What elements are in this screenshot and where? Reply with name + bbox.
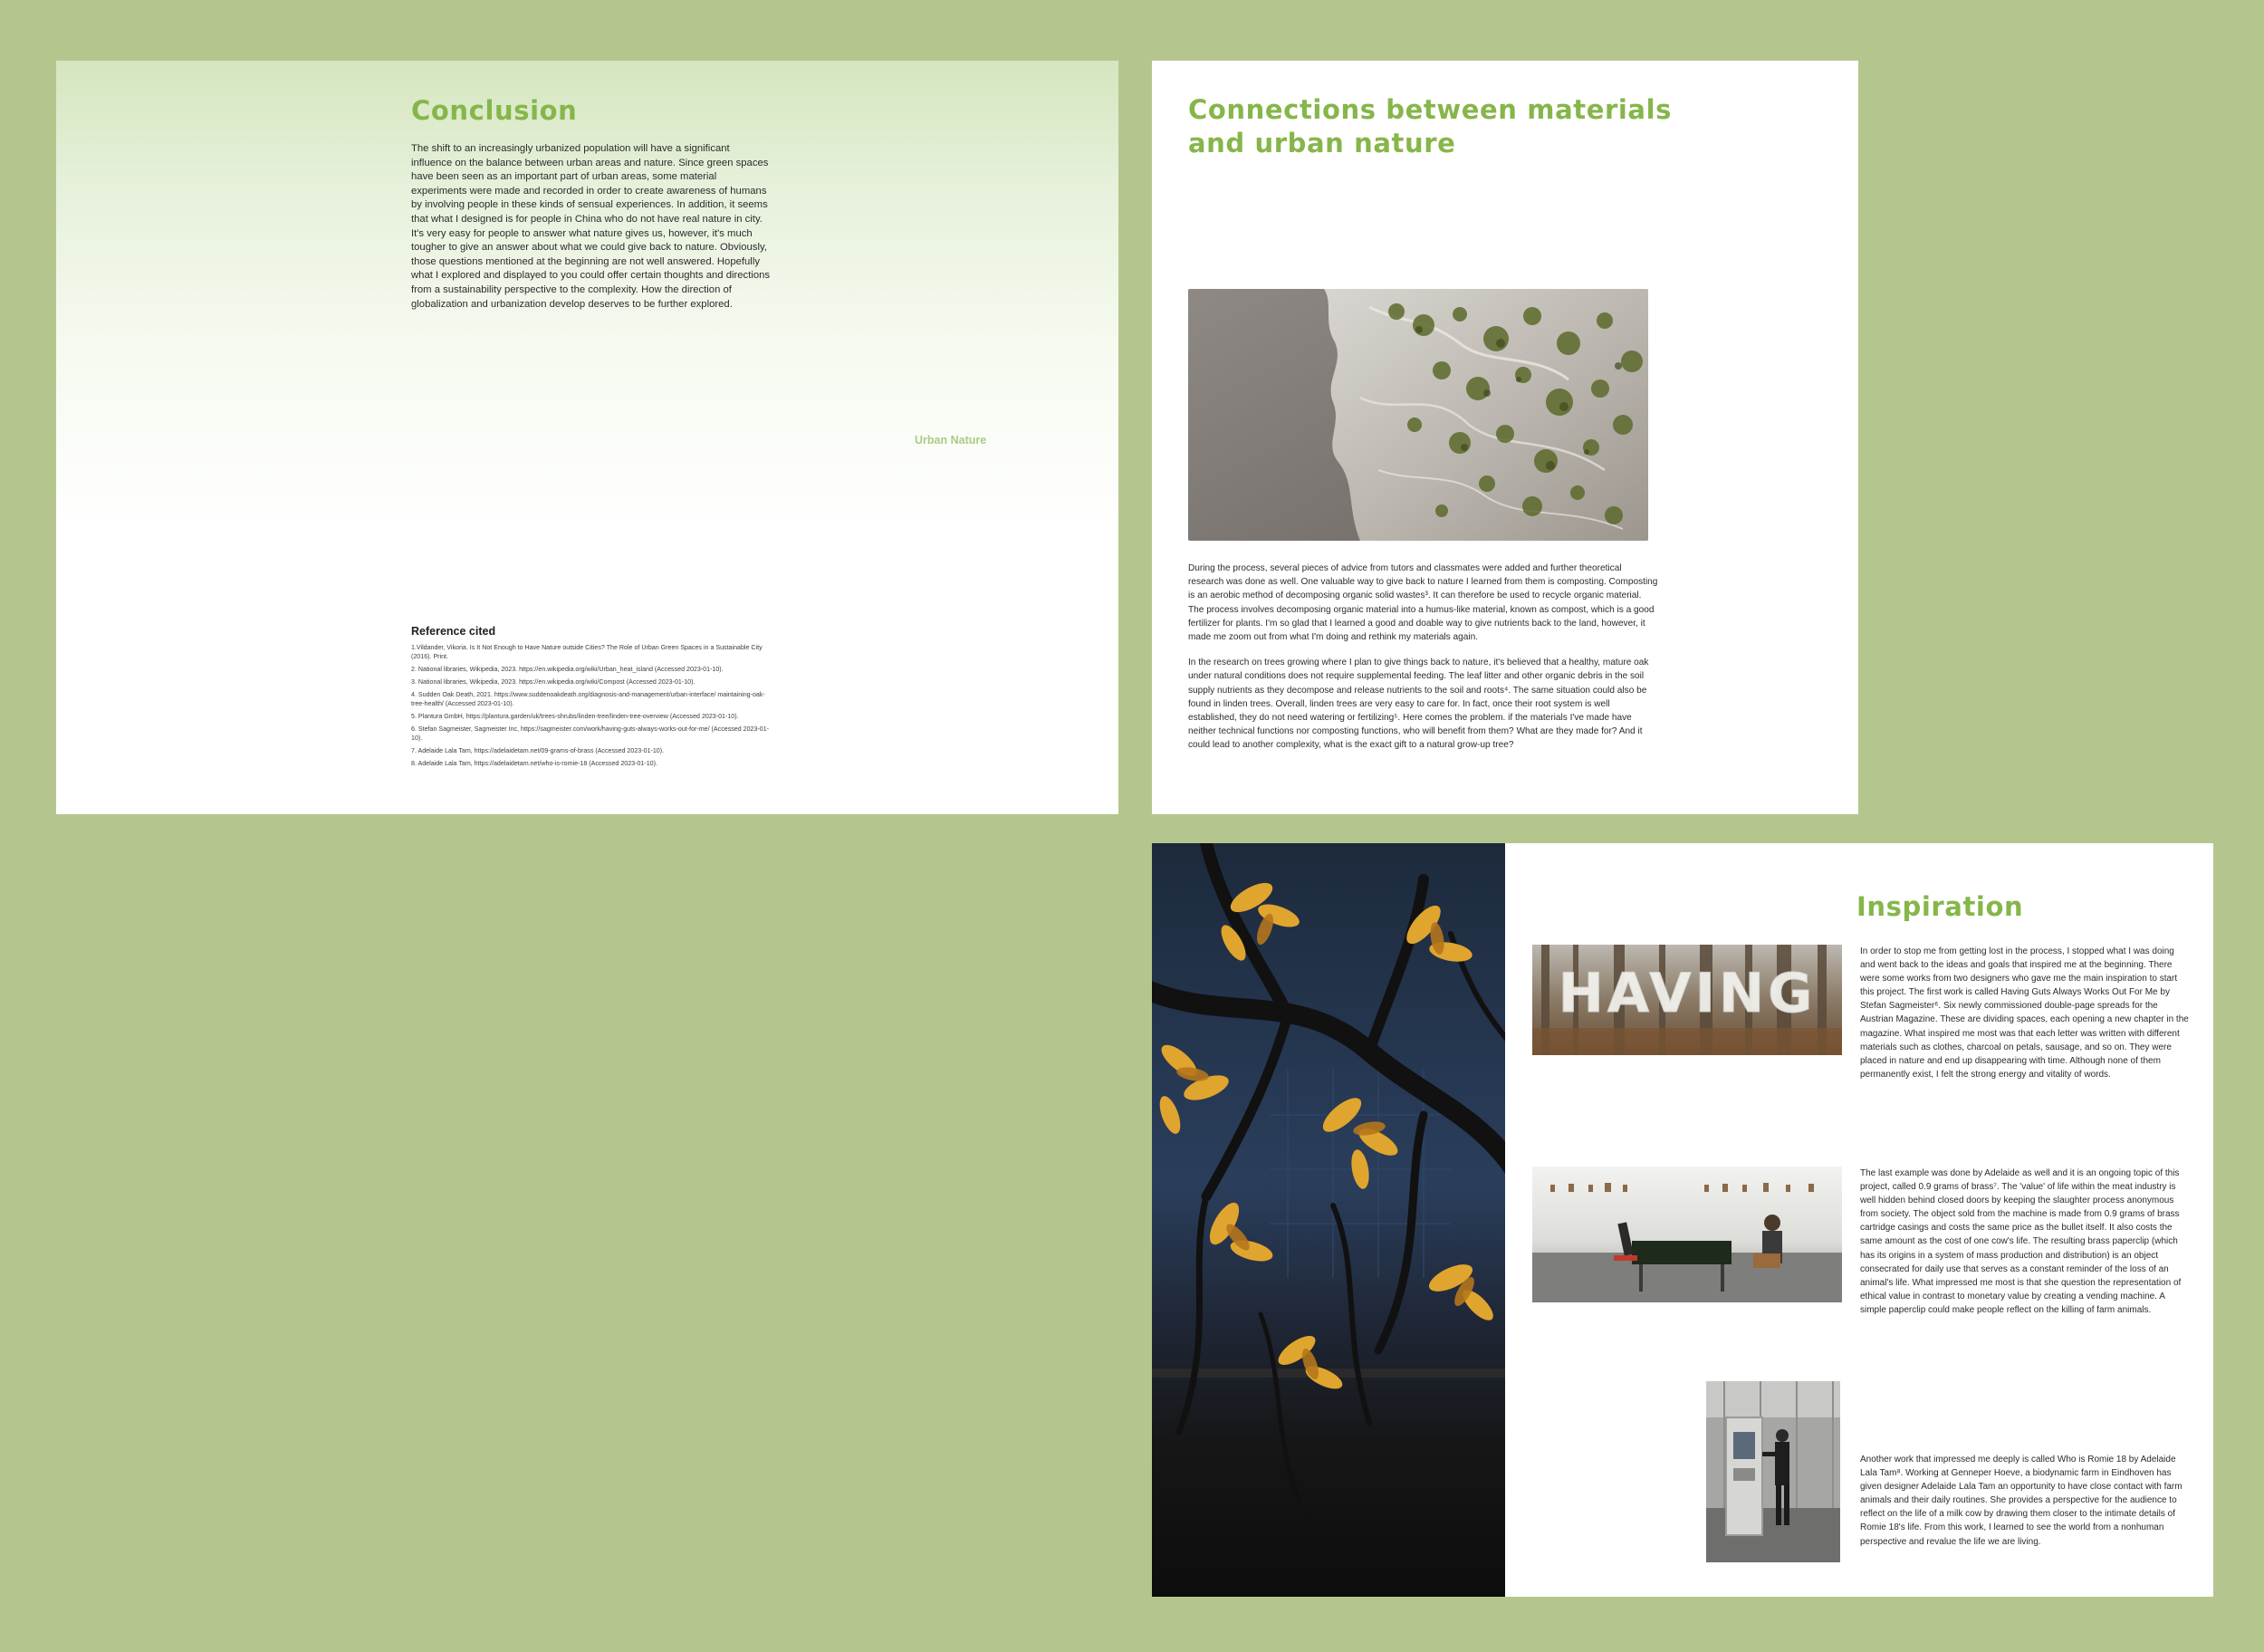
connections-page [1152, 61, 1858, 814]
references-list [411, 643, 773, 772]
reference-item: 1.Vildander, Vikoria. Is It Not Enough to Have Nature outside Cities? The Role of Urban Green Spaces in a Sustainable City (2016). Print. [411, 644, 763, 660]
inspiration-paragraph-1: In order to stop me from getting lost in the process, I stopped what I was doing and went back to the ideas and goals that inspired me at the beginning. There were some works from two designers who gave me the main inspiration to start this project. The first work is called Having Guts Always Works Out For Me by Stefan Sagmeister⁶. Six newly commissioned double-page spreads for the Austrian Magazine. These are dividing spaces, each opening a new chapter in the magazine. What inspired me most was that each letter was written with different materials such as clothes, charcoal on petals, sausage, and so on. They were placed in nature and end up disappearing with time. Although none of them permanently exist, I felt the strong energy and vitality of words. [1860, 946, 2189, 1080]
inspiration-title: Inspiration [1856, 891, 2024, 922]
inspiration-paragraph-3: Another work that impressed me deeply is called Who is Romie 18 by Adelaide Lala Tam⁸. Working at Genneper Hoeve, a biodynamic farm in Eindhoven has given designer Adelaide Lala Tam an opportunity to have close contact with farm animals and their daily routines. She provides a perspective for the audience to reflect on the life of a milk cow by drawing them closer to the intimate details of Romie 18's life. From this work, I learned to see the world from a nonhuman perspective and revalue the life we are living. [1860, 1455, 2182, 1547]
having-letters-photo [1532, 945, 1842, 1055]
inspiration-paragraph-2: The last example was done by Adelaide as well and it is an ongoing topic of this project, called 0.9 grams of brass⁷. The 'value' of life within the meat industry is well hidden behind closed doors by keeping the slaughter process anonymous from society. The object sold from the machine is made from 0.9 grams of brass cartridge casings and costs the same price as the bullet itself. It also costs the same amount as the cost of one cow's life. The resulting brass paperclip (which has its origins in a system of mass production and distribution) is an object consecrated for daily use that serves as a constant reminder of the loss of an animal's life. What impressed me most is that she question the representation of ethical value in contrast to monetary value by creating a vending machine. A simple paperclip could make people reflect on the killing of farm animals. [1860, 1168, 2182, 1315]
connections-paragraph-2: In the research on trees growing where I plan to give things back to nature, it's believed that a healthy, mature oak under natural conditions does not require supplemental feeding. The leaf litter and other organic debris in the soil supply nutrients as they decompose and release nutrients to the soil and roots⁴. The same situation could also be found in linden trees. Overall, linden trees are very easy to care for. In fact, once their root system is well established, they do not need watering or fertilizing⁵. Here comes the problem. if the materials I've made have neither technical functions nor composting functions, who will benefit from them? What are they made for? And it could lead to another complexity, what is the exact gift to a natural grow-up tree? [1188, 658, 1649, 751]
reference-item: 5. Plantura GmbH, https://plantura.garden/uk/trees-shrubs/linden-tree/linden-tree-overview (Accessed 2023-01-10). [411, 713, 739, 720]
reference-item: 6. Stefan Sagmeister, Sagmeister Inc, https://sagmeister.com/work/having-guts-always-works-out-for-me/ (Accessed 2023-01-10). [411, 725, 770, 742]
conclusion-body: The shift to an increasingly urbanized population will have a significant influence on the balance between urban areas and nature. Since green spaces have been seen as an important part of urban areas, some material experiments were made and recorded in order to create awareness of humans by involving people in these kinds of sensual experiences. In addition, it seems that what I designed is for people in China who do not have real nature in city. It's very easy for people to answer what nature gives us, however, it's much tougher to give an answer about what we could give back to nature. Obviously, those questions mentioned at the beginning are not well answered. Hopefully what I explored and displayed to you could offer certain thoughts and directions from a sustainability perspective to the complexity. How the direction of globalization and urbanization develop deserves to be further explored. [411, 143, 771, 310]
inspiration-page [1152, 843, 2213, 1597]
reference-item: 7. Adelaide Lala Tam, https://adelaidetam.net/09-grams-of-brass (Accessed 2023-01-10). [411, 747, 665, 754]
reference-item: 3. National libraries, Wikipedia, 2023. https://en.wikipedia.org/wiki/Compost (Accessed 2023-01-10). [411, 678, 696, 686]
connections-paragraph-1: During the process, several pieces of advice from tutors and classmates were added and further theoretical research was done as well. One valuable way to give back to nature I learned from them is composting. Composting is an aerobic method of decomposing organic solid wastes³. It can therefore be used to recycle organic material. The process involves decomposing organic material into a humus-like material, known as compost, which is a good fertilizer for plants. I'm so glad that I learned a good and doable way to give nutrients back to the land, however, it made me zoom out from what I'm doing and rethink my materials again. [1188, 563, 1658, 643]
conclusion-page [56, 61, 1118, 814]
conclusion-title: Conclusion [411, 95, 578, 126]
connections-body [1188, 562, 1659, 764]
romie-vending-photo [1706, 1381, 1840, 1562]
urban-nature-tag: Urban Nature [915, 434, 987, 447]
brass-exhibition-photo [1532, 1167, 1842, 1302]
references-heading: Reference cited [411, 625, 496, 638]
having-word: HAVING [1558, 962, 1817, 1025]
material-experiment-photo [1188, 289, 1648, 541]
reference-item: 4. Sudden Oak Death, 2021. https://www.suddenoakdeath.org/diagnosis-and-management/urban-interface/ maintaining-oak-tree-health/ (Accessed 2023-01-10). [411, 691, 765, 707]
connections-title: Connections between materials and urban nature [1188, 94, 1672, 158]
reference-item: 8. Adelaide Lala Tam, https://adelaidetam.net/who-is-romie-18 (Accessed 2023-01-10). [411, 760, 657, 767]
reference-item: 2. National libraries, Wikipedia, 2023. https://en.wikipedia.org/wiki/Urban_heat_island (Accessed 2023-01-10). [411, 666, 724, 673]
autumn-leaves-photo [1152, 843, 1505, 1597]
